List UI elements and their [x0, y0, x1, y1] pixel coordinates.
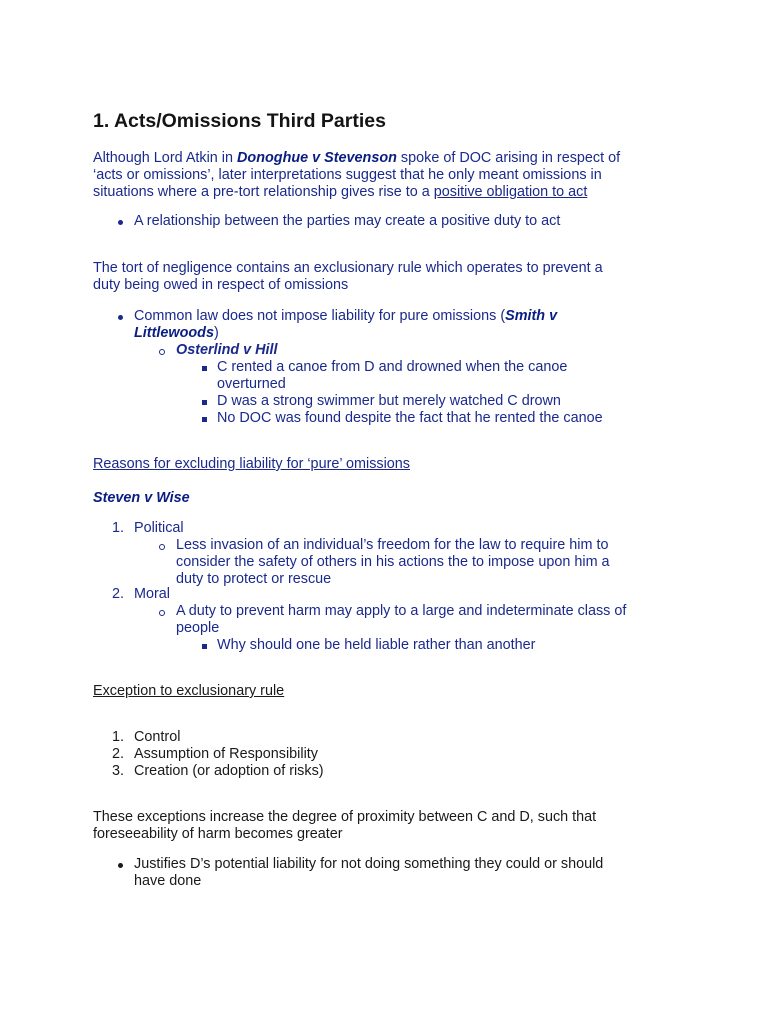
tort-line-1: The tort of negligence contains an exclusionary rule which operates to prevent a: [93, 260, 603, 276]
exception-item: Creation (or adoption of risks): [134, 763, 324, 779]
list-number: 2.: [111, 586, 124, 602]
bullet-relationship: A relationship between the parties may create a positive duty to act: [134, 213, 561, 229]
tort-line-2: duty being owed in respect of omissions: [93, 277, 349, 293]
reason-moral: Moral: [134, 586, 170, 602]
case-steven-v-wise: Steven v Wise: [93, 490, 190, 506]
bullet-square-icon: [202, 400, 207, 405]
case-smith-v-littlewoods-cont: Littlewoods: [134, 325, 214, 341]
common-law-text: Common law does not impose liability for pure omissions (: [134, 308, 506, 324]
political-detail-line: consider the safety of others in his actions the to impose upon him a: [176, 554, 610, 570]
intro-text: Although Lord Atkin in: [93, 150, 238, 166]
bullet-square-icon: [202, 417, 207, 422]
reasons-heading-link[interactable]: Reasons for excluding liability for ‘pure’ omissions: [93, 456, 411, 472]
list-number: 3.: [111, 763, 124, 779]
fact-line: D was a strong swimmer but merely watched C drown: [217, 393, 561, 409]
common-law-line-1: [134, 308, 557, 325]
bullet-circle-icon: [159, 544, 165, 550]
bullet-square-icon: [202, 366, 207, 371]
justifies-line-1: Justifies D’s potential liability for not doing something they could or should: [134, 856, 604, 872]
moral-subdetail: Why should one be held liable rather than another: [217, 637, 536, 653]
case-smith-v-littlewoods: Smith v: [505, 308, 558, 324]
fact-line: No DOC was found despite the fact that he rented the canoe: [217, 410, 603, 426]
proximity-line-1: These exceptions increase the degree of proximity between C and D, such that: [93, 809, 597, 825]
common-law-line-2: [134, 325, 219, 342]
fact-line: C rented a canoe from D and drowned when the canoe: [217, 359, 568, 375]
list-number: 1.: [111, 729, 124, 745]
positive-obligation-link[interactable]: positive obligation to act: [433, 184, 588, 200]
proximity-line-2: foreseeability of harm becomes greater: [93, 826, 343, 842]
case-osterlind-v-hill: Osterlind v Hill: [176, 342, 278, 358]
bullet-square-icon: [202, 644, 207, 649]
bullet-disc-icon: [118, 315, 123, 320]
intro-text: spoke of DOC arising in respect of: [396, 150, 621, 166]
political-detail-line: Less invasion of an individual’s freedom for the law to require him to: [176, 537, 609, 553]
reason-political: Political: [134, 520, 184, 536]
intro-line-3: [93, 184, 587, 201]
intro-text: situations where a pre-tort relationship gives rise to a: [93, 184, 434, 200]
intro-line-2: ‘acts or omissions’, later interpretations suggest that he only meant omissions in: [93, 167, 602, 183]
moral-detail-line: people: [176, 620, 220, 636]
case-donoghue-v-stevenson: Donoghue v Stevenson: [237, 150, 397, 166]
bullet-circle-icon: [159, 349, 165, 355]
justifies-line-2: have done: [134, 873, 202, 889]
bullet-disc-icon: [118, 220, 123, 225]
intro-line-1: [93, 150, 620, 167]
exception-heading-link[interactable]: Exception to exclusionary rule: [93, 683, 285, 699]
common-law-text: ): [213, 325, 219, 341]
political-detail-line: duty to protect or rescue: [176, 571, 332, 587]
moral-detail-line: A duty to prevent harm may apply to a large and indeterminate class of: [176, 603, 627, 619]
bullet-disc-icon: [118, 863, 123, 868]
list-number: 2.: [111, 746, 124, 762]
fact-line: overturned: [217, 376, 286, 392]
exception-item: Assumption of Responsibility: [134, 746, 318, 762]
section-heading: 1. Acts/Omissions Third Parties: [93, 110, 386, 132]
exception-item: Control: [134, 729, 181, 745]
bullet-circle-icon: [159, 610, 165, 616]
list-number: 1.: [111, 520, 124, 536]
